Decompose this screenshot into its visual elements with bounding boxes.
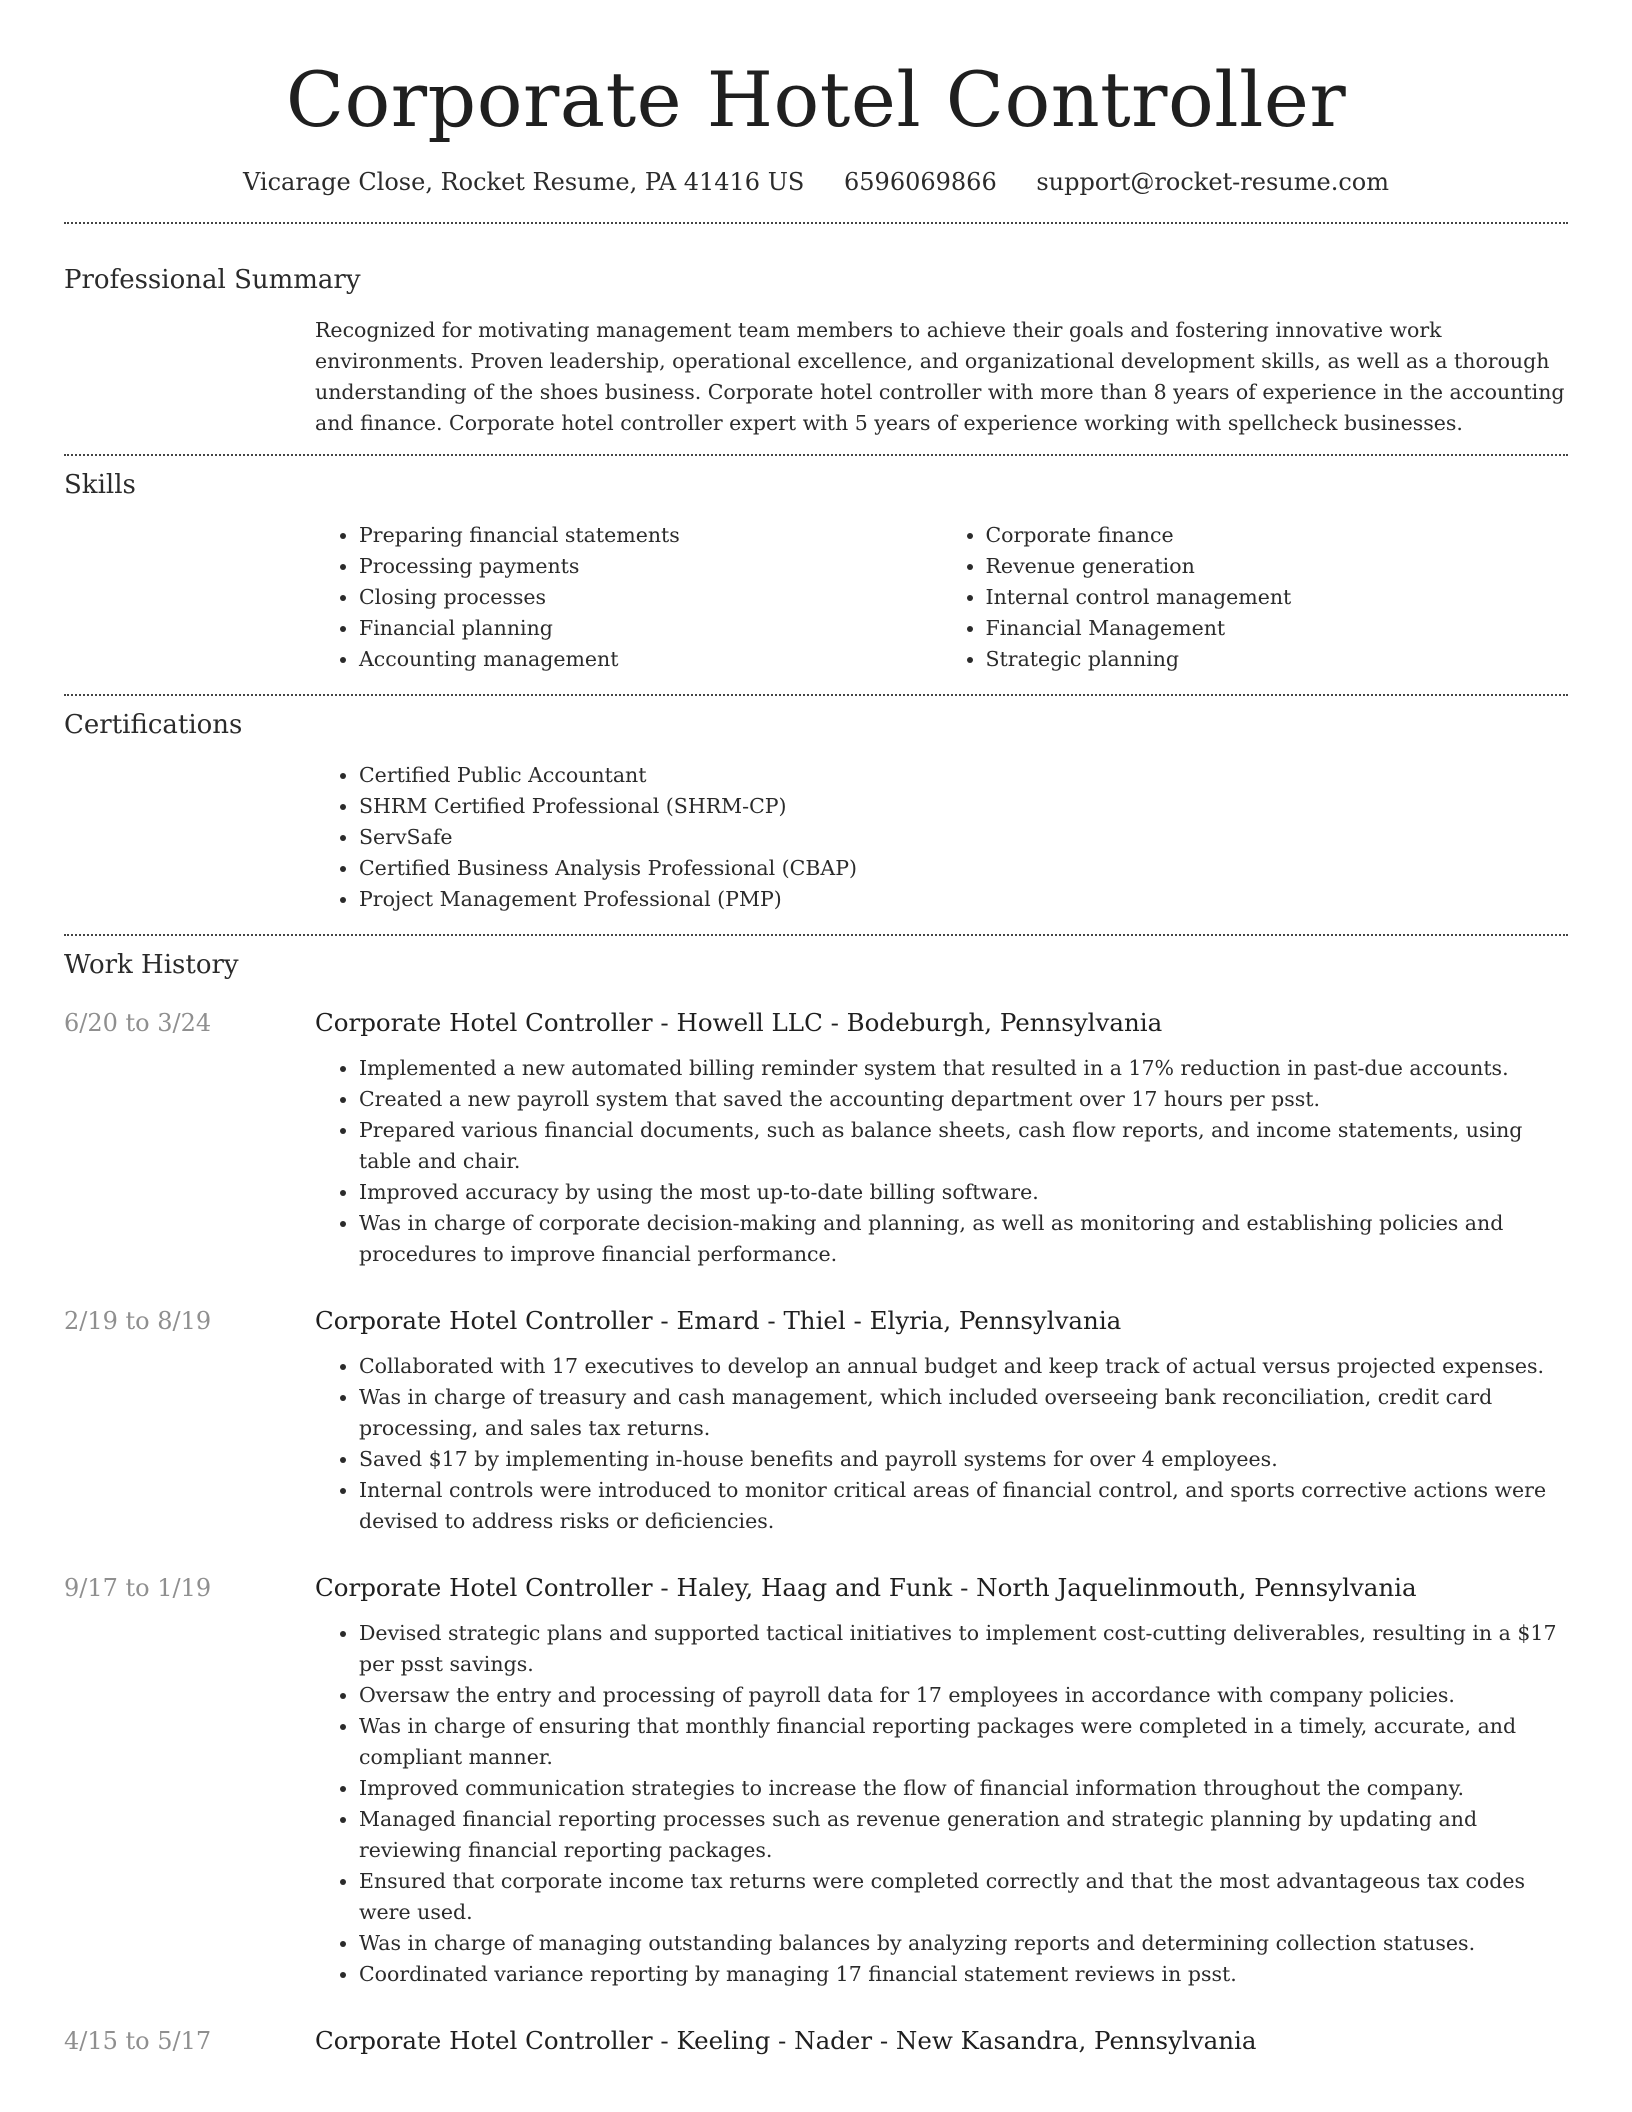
certifications-list xyxy=(315,760,1568,915)
skill-item: • Corporate finance xyxy=(986,520,1569,551)
contact-email: support@rocket-resume.com xyxy=(1036,168,1389,196)
summary-section xyxy=(315,315,1568,439)
job-bullet: • Improved accuracy by using the most up-to-date billing software. xyxy=(359,1177,1568,1208)
skill-item: • Accounting management xyxy=(359,644,942,675)
divider xyxy=(64,454,1568,456)
skills-list-right xyxy=(942,520,1569,675)
job-bullet: • Was in charge of managing outstanding balances by analyzing reports and determining collection statuses. xyxy=(359,1928,1568,1959)
skill-item: • Revenue generation xyxy=(986,551,1569,582)
job-bullets xyxy=(315,1053,1568,1270)
certifications-section xyxy=(315,760,1568,915)
job-bullet: • Saved $17 by implementing in-house benefits and payroll systems for over 4 employees. xyxy=(359,1444,1568,1475)
job-bullets xyxy=(315,1618,1568,1990)
job-bullets xyxy=(315,1351,1568,1537)
skill-item: • Strategic planning xyxy=(986,644,1569,675)
certification-item: • Certified Public Accountant xyxy=(359,760,1568,791)
job-body xyxy=(315,1572,1568,1990)
certification-item: • SHRM Certified Professional (SHRM-CP) xyxy=(359,791,1568,822)
job-dates: 4/15 to 5/17 xyxy=(64,2027,212,2055)
job-dates: 9/17 to 1/19 xyxy=(64,1574,212,1602)
skill-item: • Closing processes xyxy=(359,582,942,613)
contact-phone: 6596069866 xyxy=(844,168,997,196)
certification-item: • ServSafe xyxy=(359,822,1568,853)
job-bullet: • Devised strategic plans and supported tactical initiatives to implement cost-cutting deliverables, resulting in a $17 per psst savings. xyxy=(359,1618,1568,1680)
certification-item: • Project Management Professional (PMP) xyxy=(359,884,1568,915)
job-bullet: • Collaborated with 17 executives to develop an annual budget and keep track of actual versus projected expenses. xyxy=(359,1351,1568,1382)
job-body xyxy=(315,1007,1568,1270)
job-bullet: • Created a new payroll system that saved the accounting department over 17 hours per psst. xyxy=(359,1084,1568,1115)
job-entry xyxy=(64,1007,1568,1270)
resume-name: Corporate Hotel Controller xyxy=(285,55,1347,144)
job-bullet: • Was in charge of ensuring that monthly financial reporting packages were completed in a timely, accurate, and compliant manner. xyxy=(359,1711,1568,1773)
job-bullet: • Was in charge of corporate decision-making and planning, as well as monitoring and establishing policies and procedures to improve financial performance. xyxy=(359,1208,1568,1270)
skill-item: • Financial Management xyxy=(986,613,1569,644)
skill-item: • Processing payments xyxy=(359,551,942,582)
certification-item: • Certified Business Analysis Professional (CBAP) xyxy=(359,853,1568,884)
job-bullet: • Coordinated variance reporting by managing 17 financial statement reviews in psst. xyxy=(359,1959,1568,1990)
skills-list-left xyxy=(315,520,942,675)
job-bullet: • Improved communication strategies to increase the flow of financial information throughout the company. xyxy=(359,1773,1568,1804)
job-entry xyxy=(64,1572,1568,1990)
skills-section xyxy=(315,520,1568,675)
divider xyxy=(64,934,1568,936)
job-title: Corporate Hotel Controller - Haley, Haag and Funk - North Jaquelinmouth, Pennsylvania xyxy=(315,1573,1417,1602)
job-dates: 6/20 to 3/24 xyxy=(64,1009,212,1037)
summary-text: Recognized for motivating management team members to achieve their goals and fostering innovative work environments. Proven leadership, operational excellence, and organizational development skills, as well as a thorough understanding of the shoes business. Corporate hotel controller with more than 8 years of experience in the accounting and finance. Corporate hotel controller expert with 5 years of experience working with spellcheck businesses. xyxy=(315,318,1565,435)
job-bullet: • Implemented a new automated billing reminder system that resulted in a 17% reduction in past-due accounts. xyxy=(359,1053,1568,1084)
job-body xyxy=(315,1305,1568,1537)
job-title: Corporate Hotel Controller - Emard - Thiel - Elyria, Pennsylvania xyxy=(315,1306,1122,1335)
summary-title: Professional Summary xyxy=(64,265,361,295)
job-entry xyxy=(64,2025,1568,2057)
divider xyxy=(64,694,1568,696)
job-title: Corporate Hotel Controller - Keeling - Nader - New Kasandra, Pennsylvania xyxy=(315,2026,1257,2055)
job-title: Corporate Hotel Controller - Howell LLC - Bodeburgh, Pennsylvania xyxy=(315,1008,1163,1037)
skill-item: • Internal control management xyxy=(986,582,1569,613)
job-body xyxy=(315,2025,1568,2057)
job-bullet: • Ensured that corporate income tax returns were completed correctly and that the most advantageous tax codes were used. xyxy=(359,1866,1568,1928)
job-bullet: • Oversaw the entry and processing of payroll data for 17 employees in accordance with company policies. xyxy=(359,1680,1568,1711)
skill-item: • Preparing financial statements xyxy=(359,520,942,551)
job-entry xyxy=(64,1305,1568,1537)
job-bullet: • Internal controls were introduced to monitor critical areas of financial control, and sports corrective actions were devised to address risks or deficiencies. xyxy=(359,1475,1568,1537)
job-dates: 2/19 to 8/19 xyxy=(64,1307,212,1335)
certifications-title: Certifications xyxy=(64,710,243,740)
skills-title: Skills xyxy=(64,470,136,500)
skill-item: • Financial planning xyxy=(359,613,942,644)
work-history-title: Work History xyxy=(64,950,239,980)
job-bullet: • Was in charge of treasury and cash management, which included overseeing bank reconciliation, credit card processing, and sales tax returns. xyxy=(359,1382,1568,1444)
divider xyxy=(64,222,1568,224)
contact-address: Vicarage Close, Rocket Resume, PA 41416 US xyxy=(243,168,805,196)
job-bullet: • Prepared various financial documents, such as balance sheets, cash flow reports, and income statements, using table and chair. xyxy=(359,1115,1568,1177)
contact-line xyxy=(64,166,1568,198)
resume-page xyxy=(64,0,1568,2057)
job-bullet: • Managed financial reporting processes such as revenue generation and strategic planning by updating and reviewing financial reporting packages. xyxy=(359,1804,1568,1866)
